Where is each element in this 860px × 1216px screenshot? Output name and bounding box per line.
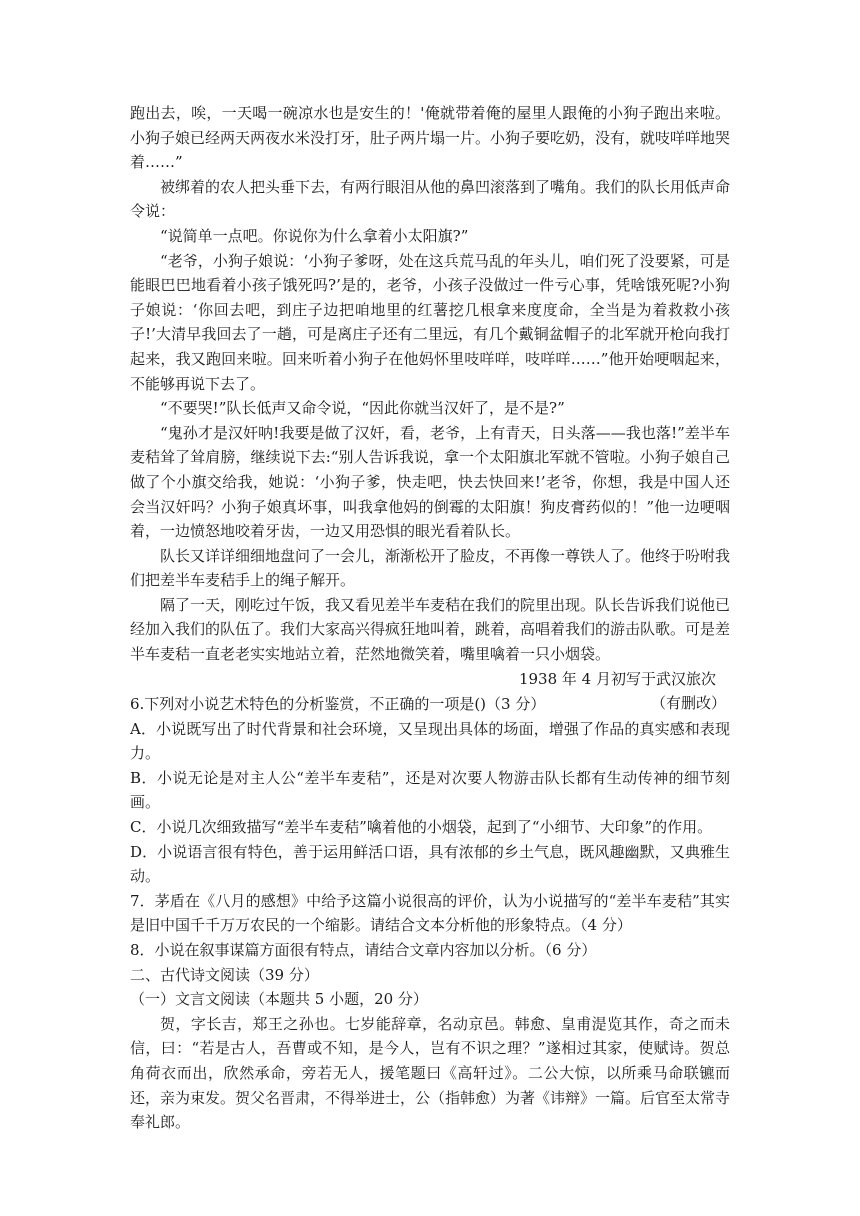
classical-prose-passage: 贺，字长吉，郑王之孙也。七岁能辞章，名动京邑。韩愈、皇甫湜览其作，奇之而未信，曰：“若是古人，吾曹或不知，是今人，岂有不识之理？”遂相过其家，使赋诗。贺总角荷衣而出，欣然承命，旁若无人，援笔题曰《高轩过》。二公大惊，以所乘马命联镳而还，亲为束发。贺父名晋肃，不得举进士，公（指韩愈）为著《讳辩》一篇。后官至太常寺奉礼郎。 xyxy=(130,1014,731,1132)
subsection-heading-classical-prose: （一）文言文阅读（本题共 5 小题，20 分） xyxy=(130,990,428,1009)
story-paragraph-7: 队长又详详细细地盘问了一会儿，渐渐松开了脸皮，不再像一尊铁人了。他终于吩咐我们把差半车麦秸手上的绳子解开。 xyxy=(130,546,731,590)
question-6-option-b: B．小说无论是对主人公“差半车麦秸”，还是对次要人物游击队长都有生动传神的细节刻画。 xyxy=(130,768,730,812)
section-heading-classical: 二、古代诗文阅读（39 分） xyxy=(130,965,319,984)
question-7: 7．茅盾在《八月的感想》中给予这篇小说很高的评价，认为小说描写的“差半车麦秸”其实是旧中国千千万万农民的一个缩影。请结合文本分析他的形象特点。（4 分） xyxy=(130,891,730,935)
questions-section xyxy=(130,692,730,1135)
story-paragraph-4: “老爷，小狗子娘说：‘小狗子爹呀，处在这兵荒马乱的年头儿，咱们死了没要紧，可是能眼巴巴地看着小孩子饿死吗?’是的，老爷，小孩子没做过一件亏心事，凭啥饿死呢?小狗子娘说：‘你回去吧，到庄子边把咱地里的红薯挖几根拿来度度命，全当是为着救救小孩子!’大清早我回去了一趟，可是离庄子还有二里远，有几个戴铜盆帽子的北军就开枪向我打起来，我又跑回来啦。回来听着小狗子在他妈怀里吱咩咩，吱咩咩……”他开始哽咽起来，不能够再说下去了。 xyxy=(130,251,730,393)
story-paragraph-6: “鬼孙才是汉奸呐!我要是做了汉奸，看，老爷，上有青天，日头落——我也落!”差半车麦秸耸了耸肩膀，继续说下去:“别人告诉我说，拿一个太阳旗北军就不管啦。小狗子娘自己做了个小旗交给我，她说：‘小狗子爹，快走吧，快去快回来!’老爷，你想，我是中国人还会当汉奸吗？小狗子娘真坏事，叫我拿他妈的倒霉的太阳旗！狗皮膏药似的！”他一边哽咽着，一边愤怒地咬着牙齿，一边又用恐惧的眼光看着队长。 xyxy=(130,423,730,541)
question-6-option-c: C．小说几次细致描写“差半车麦秸”噙着他的小烟袋，起到了“小细节、大印象”的作用。 xyxy=(130,817,713,836)
story-signoff: 1938 年 4 月初写于武汉旅次 xyxy=(518,669,716,688)
story-paragraph-2: 被绑着的农人把头垂下去，有两行眼泪从他的鼻凹滚落到了嘴角。我们的队长用低声命令说： xyxy=(130,177,731,221)
question-6-option-a: A．小说既写出了时代背景和社会环境，又呈现出具体的场面，增强了作品的真实感和表现力。 xyxy=(130,719,730,763)
question-8: 8．小说在叙事谋篇方面很有特点，请结合文章内容加以分析。（6 分） xyxy=(130,940,597,959)
story-paragraph-5: “不要哭!”队长低声又命令说，“因此你就当汉奸了，是不是?” xyxy=(160,399,565,418)
story-paragraph-1: 跑出去，唉，一天喝一碗凉水也是安生的！'俺就带着俺的屋里人跟俺的小狗子跑出来啦。小狗子娘已经两天两夜水米没打牙，肚子两片塌一片。小狗子要吃奶，没有，就吱咩咩地哭着……” xyxy=(130,104,731,172)
question-6: 6.下列对小说艺术特色的分析鉴赏，不正确的一项是()（3 分） xyxy=(130,695,546,713)
question-6-option-d: D．小说语言很有特色，善于运用鲜活口语，具有浓郁的乡土气息，既风趣幽默，又典雅生动。 xyxy=(130,842,730,886)
story-text xyxy=(130,101,730,716)
story-paragraph-3: “说简单一点吧。你说你为什么拿着小太阳旗?” xyxy=(160,226,469,245)
story-paragraph-8: 隔了一天，刚吃过午饭，我又看见差半车麦秸在我们的院里出现。队长告诉我们说他已经加入我们的队伍了。我们大家高兴得疯狂地叫着，跳着，高唱着我们的游击队歌。可是差半车麦秸一直老老实实地站立着，茫然地微笑着，嘴里噙着一只小烟袋。 xyxy=(130,595,731,664)
story-adaptation-note: （有删改） xyxy=(650,694,726,713)
